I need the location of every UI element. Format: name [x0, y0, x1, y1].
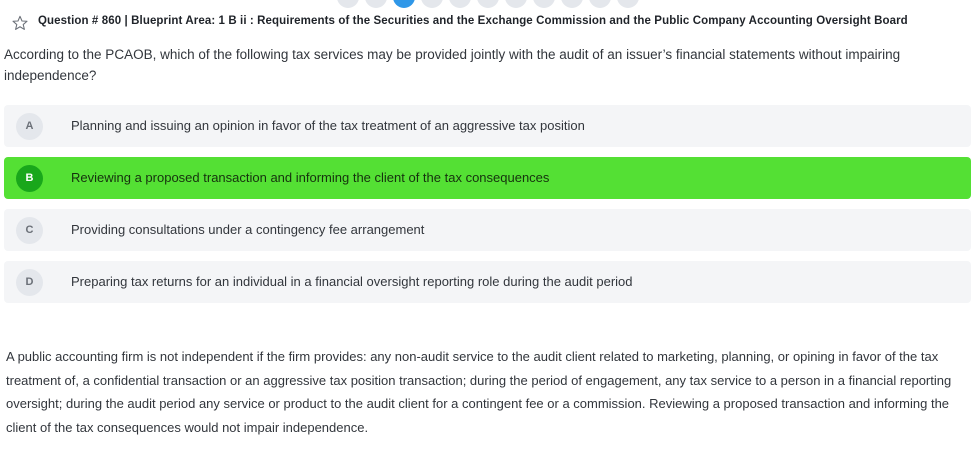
- choice-text: Planning and issuing an opinion in favor of the tax treatment of an aggressive tax position: [71, 117, 585, 133]
- question-title: Question # 860 | Blueprint Area: 1 B ii : Requirements of the Securities and the Exchange Commission and the Public Company Accounting Oversight Board: [38, 15, 908, 27]
- pagination-dot[interactable]: [617, 0, 639, 8]
- pagination-dot[interactable]: [589, 0, 611, 8]
- pagination-dot[interactable]: [337, 0, 359, 8]
- choice-letter: D: [16, 269, 43, 296]
- answer-explanation: A public accounting firm is not independent if the firm provides: any non-audit service to the audit client related to marketing, planning, or opining in favor of the tax treatment of, a confidential transaction or an aggressive tax position transaction; during the period of engagement, any tax service to a person in a financial reporting oversight; during the audit period any service or product to the audit client for a contingent fee or a commission. Reviewing a proposed transaction and informing the client of the tax consequences would not impair independence.: [6, 349, 952, 435]
- answer-choice-d[interactable]: [4, 261, 971, 303]
- answer-choice-b[interactable]: [4, 157, 971, 199]
- choice-text: Preparing tax returns for an individual in a financial oversight reporting role during the audit period: [71, 273, 633, 289]
- choice-text: Reviewing a proposed transaction and informing the client of the tax consequences: [71, 169, 550, 185]
- choice-letter: B: [16, 165, 43, 192]
- answer-choices: [4, 105, 971, 313]
- pagination-dot-active[interactable]: [393, 0, 415, 8]
- answer-choice-a[interactable]: [4, 105, 971, 147]
- answer-choice-c[interactable]: [4, 209, 971, 251]
- pagination-dot[interactable]: [505, 0, 527, 8]
- pagination-strip[interactable]: [0, 0, 975, 7]
- pagination-dot[interactable]: [421, 0, 443, 8]
- question-header: [12, 14, 963, 31]
- choice-text: Providing consultations under a contingency fee arrangement: [71, 221, 425, 237]
- question-stem: According to the PCAOB, which of the following tax services may be provided jointly with the audit of an issuer’s financial statements without impairing independence?: [4, 47, 901, 83]
- star-outline-icon[interactable]: [12, 15, 28, 31]
- pagination-dot[interactable]: [449, 0, 471, 8]
- choice-letter: C: [16, 217, 43, 244]
- pagination-dot[interactable]: [561, 0, 583, 8]
- pagination-dot[interactable]: [477, 0, 499, 8]
- choice-letter: A: [16, 113, 43, 140]
- pagination-dot[interactable]: [533, 0, 555, 8]
- pagination-dot[interactable]: [365, 0, 387, 8]
